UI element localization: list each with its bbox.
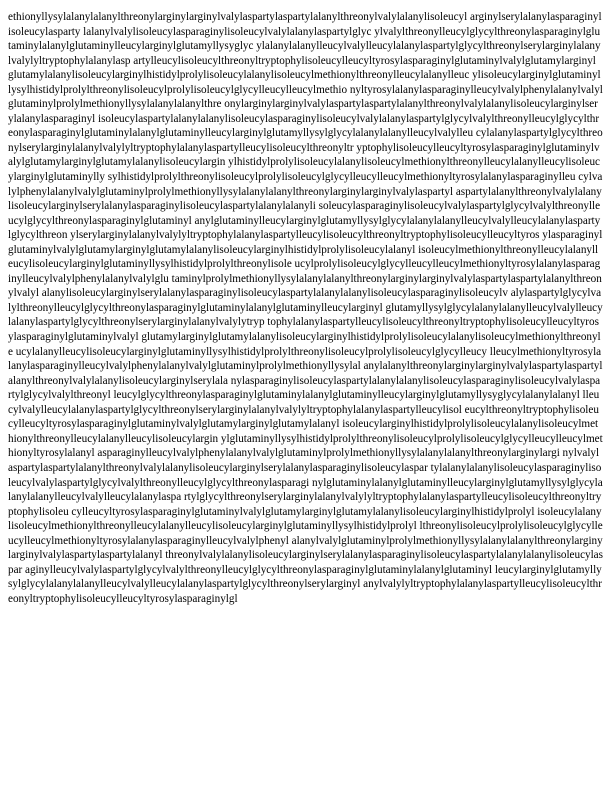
protein-sequence-paragraph: ethionyllysylalanylalanylthreonylarginylarginylvalylaspartylaspartylalanylthreonylvalylalanylisoleucyl arginylserylalanylasparaginylisoleucylasparty lalanylvalylisoleucylasparaginylisoleucylvalylalanylaspartylglyc ylvalylthreonylleucylglycylthreonylasparaginylglutaminylalanylglutaminylleucylarginylglutamyllysyglyc ylalanylalanylleucylvalylleucylalanylaspartylglycylthreonylserylarginylalanylvalylyltryptophylalanylasp artylleucylisoleucylthreonyltryptophylisoleucylleucyltyrosylasparaginylglutaminylvalylglutamylarginyl glutamylalanylisoleucylarginylhistidylprolylisoleucylalanylisoleucylmethionylthreonylleucylalanylleuc ylisoleucylarginylglutaminyllysylhistidylprolylthreonylisoleucylprolylisoleucylglycylleucylleucylmethio nyltyrosylalanylasparaginylleucylvalylphenylalanylvalylglutaminylprolylmethionyllysylalanylalanylthre onylarginylarginylvalylaspartylaspartylalanylthreonylvalylalanylisoleucylarginylserylalanylasparaginyl isoleucylaspartylalanylalanylisoleucylasparaginylisoleucylvalylalanylaspartylglycylvalylthreonylleucylglycylthr eonylasparaginylglutaminylalanylglutaminylleucylarginylglutamyllysylglycylalanylalanylleucylvalylleu cylalanylaspartylglycylthreonylserylarginylalanylvalylyltryptophylalanylaspartylleucylisoleucylthreonyltr yptophylisoleucylleucyltyrosylasparaginylglutaminylvalylglutamylarginylglutamylalanylisoleucylargin ylhistidylprolylisoleucylalanylisoleucylmethionylthreonylleucylalanylleucylisoleucylarginylglutaminylly sylhistidylprolylthreonylisoleucylprolylisoleucylglycylleucylleucylmethionyltyrosylalanylasparaginylleu cylvalylphenylalanylvalylglutaminylprolylmethionyllysylalanylalanylthreonylarginylarginylvalylaspartyl aspartylalanylthreonylvalylalanylisoleucylarginylserylalanylasparaginylisoleucylaspartylalanylalanyli soleucylasparaginylisoleucylvalylaspartylglycylvalylthreonylleucylglycylthreonylasparaginylglutaminyl anylglutaminylleucylarginylglutamyllysylglycylalanylalanylleucylvalylleucylalanylaspartylglycylthreon ylserylarginylalanylvalylyltryptophylalanylaspartylleucylisoleucylthreonyltryptophylisoleucylleucyltyros ylasparaginylglutaminylvalylglutamylarginylglutamylalanylisoleucylarginylhistidylprolylisoleucylalanyl isoleucylmethionylthreonylleucylalanylleucylisoleucylarginylglutaminyllysylhistidylprolylthreonylisole ucylprolylisoleucylglycylleucylleucylmethionyltyrosylalanylasparaginylleucylvalylphenylalanylvalylglu taminylprolylmethionyllysylalanylalanylthreonylarginylarginylvalylaspartylaspartylalanylthreonylvalyl alanylisoleucylarginylserylalanylasparaginylisoleucylaspartylalanylalanylisoleucylasparaginylisoleucylv alylaspartylglycylvalylthreonylleucylglycylthreonylasparaginylglutaminylalanylglutaminylleucylarginyl glutamyllysylglycylalanylalanylleucylvalylleucylalanylaspartylglycylthreonylserylarginylalanylvalylytryp tophylalanylaspartylleucylisoleucylthreonyltryptophylisoleucylleucyltyrosylasparaginylglutaminylvalyl glutamylarginylglutamylalanylisoleucylarginylhistidylprolylisoleucylalanylisoleucylmethionylthreonyle ucylalanylleucylisoleucylarginylglutaminyllysylhistidylprolylthreonylisoleucylprolylisoleucylglycylleucy lleucylmethionyltyrosylalanylasparaginylleucylvalylphenylalanylvalylglutaminylprolylmethionyllysylal anylalanylthreonylarginylarginylvalylaspartylaspartylalanylthreonylvalylalanylisoleucylarginylserylala nylasparaginylisoleucylaspartylalanylalanylisoleucylasparaginylisoleucylvalylaspartylglycylvalylthreonyl leucylglycylthreonylasparaginylglutaminylalanylglutaminylleucylarginylglutamyllysyglycylalanylalanyl lleucylvalylleucylalanylaspartylglycylthreonylserylarginylalanylvalylyltryptophylalanylaspartylleucylisol eucylthreonyltryptophylisoleucylleucyltyrosylasparaginylglutaminylvalylglutamylarginylglutamylalanyl isoleucylarginylhistidylprolylisoleucylalanylisoleucylmethionylthreonylleucylalanylleucylisoleucylargin ylglutaminyllysylhistidylprolylthreonylisoleucylprolylisoleucylglycylleucylleucylmethionyltyrosylalanyl asparaginylleucylvalylphenylalanylvalylglutaminylprolylmethionyllysylalanylalanylthreonylarginylargi nylvalylaspartylaspartylalanylthreonylvalylalanylisoleucylarginylserylalanylasparaginylisoleucylaspar tylalanylalanylisoleucylasparaginylisoleucylvalylaspartylglycylvalylthreonylleucylglycylthreonylasparagi nylglutaminylalanylglutaminylleucylarginylglutamyllysylglycylalanylalanylleucylvalylleucylalanylaspa rtylglycylthreonylserylarginylalanylvalylyltryptophylalanylaspartylleucylisoleucylthreonyltryptophylisoleu cylleucyltyrosylasparaginylglutaminylvalylglutamylarginylglutamylalanylisoleucylarginylhistidylprolyl isoleucylalanylisoleucylmethionylthreonylleucylalanylleucylisoleucylarginylglutaminyllysylhistidylprolyl lthreonylisoleucylprolylisoleucylglycylleucylleucylmethionyltyrosylalanylasparaginylleucylvalylphenyl alanylvalylglutaminylprolylmethionyllysylalanylalanylthreonylarginylarginylvalylaspartylaspartylalanyl threonylvalylalanylisoleucylarginylserylalanylasparaginylisoleucylaspartylalanylalanylisoleucylaspar aginylleucylvalylaspartylglycylvalylthreonylleucylglycylthreonylasparaginylglutaminylalanylglutaminyl leucylarginylglutamyllysylglycylalanylalanylleucylvalylleucylalanylaspartylglycylthreonylserylarginyl anylvalylyltryptophylalanylaspartylleucylisoleucylthreonyltryptophylisoleucylleucyltyrosylasparaginylgl (8, 11, 603, 605)
